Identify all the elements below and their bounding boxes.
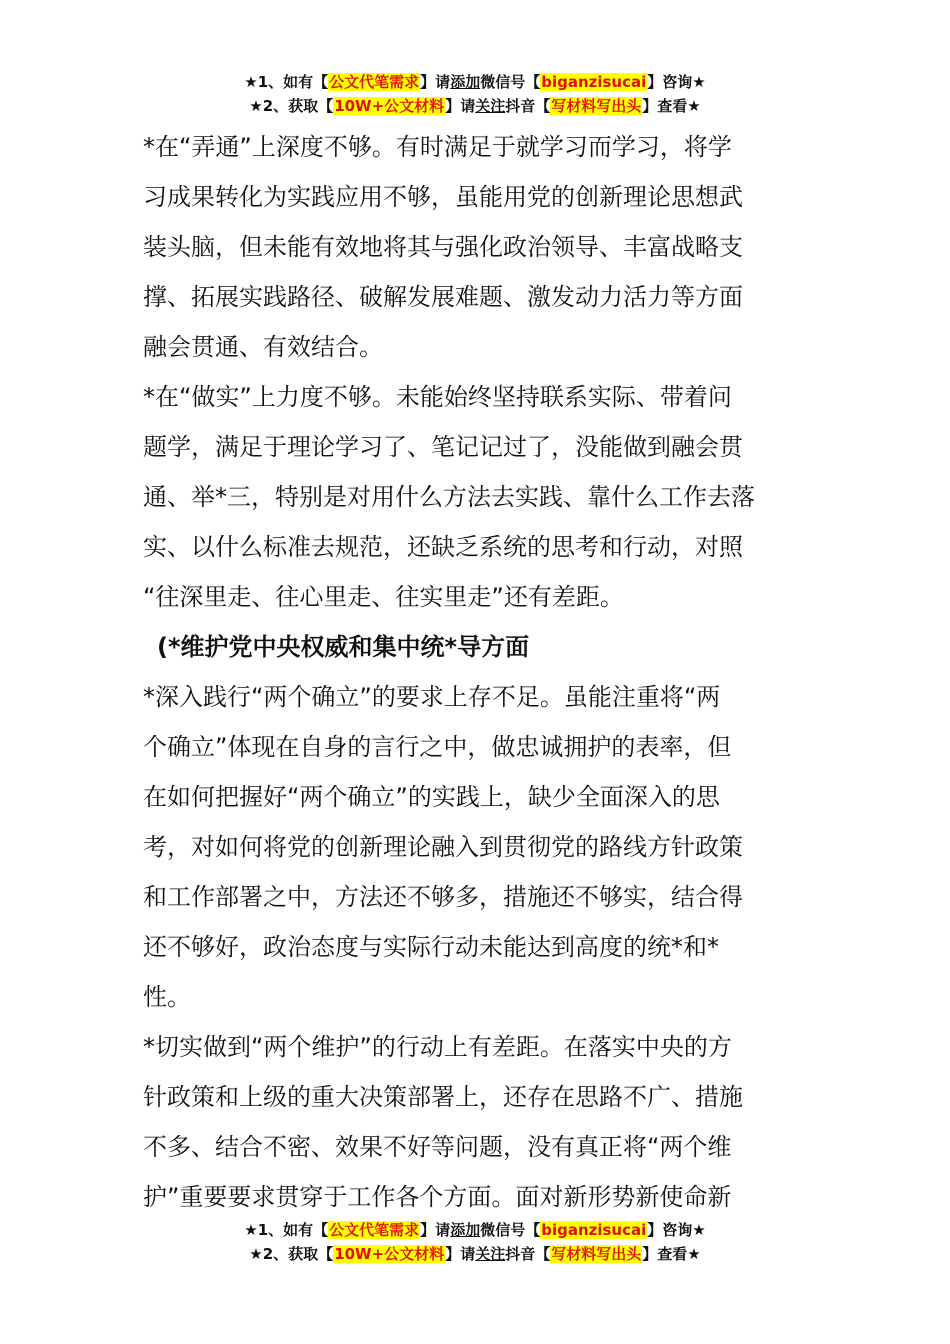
- banner-highlight: 公文代笔需求: [329, 1221, 420, 1239]
- body-line: 撑、拓展实践路径、破解发展难题、激发动力活力等方面: [143, 283, 743, 311]
- banner-highlight: 公文代笔需求: [329, 73, 420, 91]
- body-line: 针政策和上级的重大决策部署上，还存在思路不广、措施: [143, 1083, 743, 1111]
- header-banner: [0, 70, 950, 118]
- body-line: 性。: [143, 983, 191, 1011]
- body-line: 题学，满足于理论学习了、笔记记过了，没能做到融会贯: [143, 433, 743, 461]
- banner-highlight: 写材料写出头: [551, 97, 642, 115]
- body-line: 实、以什么标准去规范，还缺乏系统的思考和行动，对照: [143, 533, 743, 561]
- banner-highlight: 10W+公文材料: [334, 97, 445, 115]
- body-line: 在如何把握好“两个确立”的实践上，缺少全面深入的思: [143, 783, 720, 811]
- body-line: *切实做到“两个维护”的行动上有差距。在落实中央的方: [143, 1033, 732, 1061]
- body-line: *在“做实”上力度不够。未能始终坚持联系实际、带着问: [143, 383, 732, 411]
- body-line: 不多、结合不密、效果不好等问题，没有真正将“两个维: [143, 1133, 732, 1161]
- banner-line-2: ★2、获取【10W+公文材料】请关注抖音【写材料写出头】查看★: [249, 97, 701, 115]
- body-line: *深入践行“两个确立”的要求上存不足。虽能注重将“两: [143, 683, 721, 711]
- body-line: 和工作部署之中，方法还不够多，措施还不够实，结合得: [143, 883, 743, 911]
- body-line: 通、举*三，特别是对用什么方法去实践、靠什么工作去落: [143, 483, 755, 511]
- body-line: 个确立”体现在自身的言行之中，做忠诚拥护的表率，但: [143, 733, 732, 761]
- body-line: 护”重要要求贯穿于工作各个方面。面对新形势新使命新: [143, 1183, 732, 1211]
- banner-line-2: ★2、获取【10W+公文材料】请关注抖音【写材料写出头】查看★: [249, 1245, 701, 1263]
- body-line: 习成果转化为实践应用不够，虽能用党的创新理论思想武: [143, 183, 743, 211]
- body-line: 融会贯通、有效结合。: [143, 333, 383, 361]
- banner-highlight: 10W+公文材料: [334, 1245, 445, 1263]
- body-line: “往深里走、往心里走、往实里走”还有差距。: [143, 583, 624, 611]
- document-body: [143, 122, 808, 1222]
- body-line: 还不够好，政治态度与实际行动未能达到高度的统*和*: [143, 933, 719, 961]
- body-line: 装头脑，但未能有效地将其与强化政治领导、丰富战略支: [143, 233, 743, 261]
- banner-highlight: 写材料写出头: [551, 1245, 642, 1263]
- banner-highlight: biganzisucai: [541, 73, 647, 91]
- body-line: 考，对如何将党的创新理论融入到贯彻党的路线方针政策: [143, 833, 743, 861]
- section-heading: (*维护党中央权威和集中统*导方面: [157, 633, 530, 661]
- banner-line-1: ★1、如有【公文代笔需求】请添加微信号【biganzisucai】咨询★: [244, 73, 706, 91]
- footer-banner: [0, 1218, 950, 1266]
- banner-highlight: biganzisucai: [541, 1221, 647, 1239]
- banner-line-1: ★1、如有【公文代笔需求】请添加微信号【biganzisucai】咨询★: [244, 1221, 706, 1239]
- body-line: *在“弄通”上深度不够。有时满足于就学习而学习，将学: [143, 133, 732, 161]
